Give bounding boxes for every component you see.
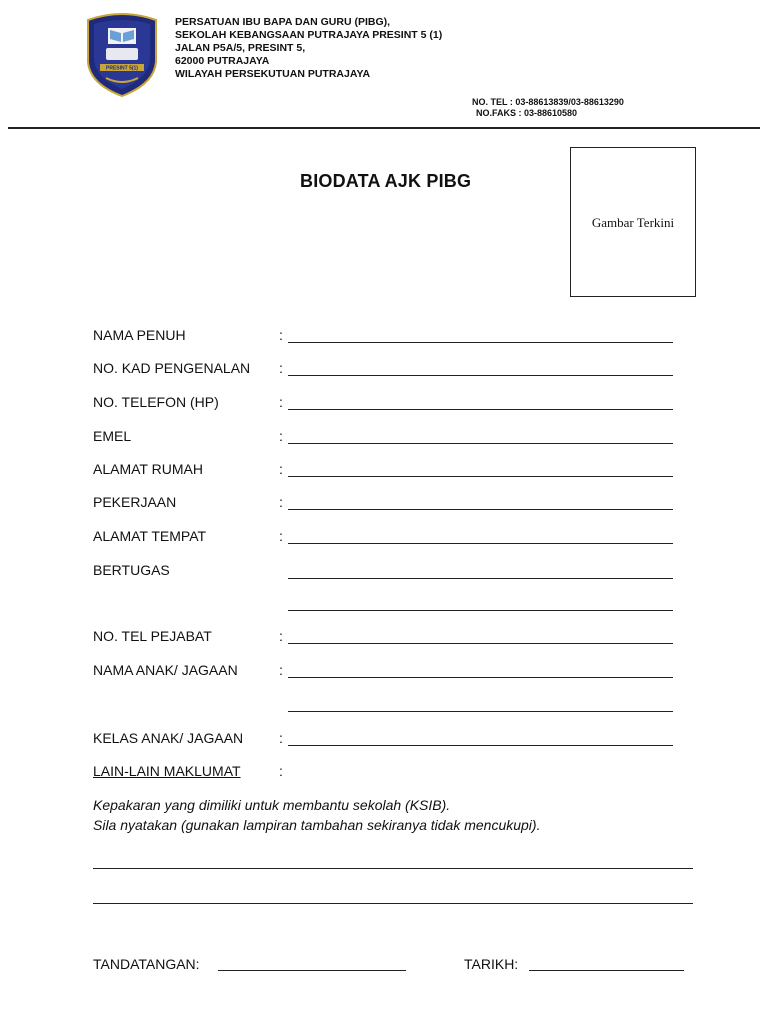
header-line: 62000 PUTRAJAYA — [175, 55, 270, 67]
full-name-line[interactable] — [288, 342, 673, 343]
date-label: TARIKH: — [464, 956, 519, 972]
instruction-note: Sila nyatakan (gunakan lampiran tambahan sekiranya tidak mencukupi). — [93, 817, 541, 833]
header-line: SEKOLAH KEBANGSAAN PUTRAJAYA PRESINT 5 (1) — [175, 29, 443, 41]
expertise-line-2[interactable] — [93, 903, 693, 904]
colon: : — [279, 662, 283, 678]
contact-info — [472, 97, 624, 119]
fax: NO.FAKS : 03-88610580 — [476, 108, 578, 118]
organization-address — [175, 16, 442, 81]
home-address-line[interactable] — [288, 476, 673, 477]
occupation-line[interactable] — [288, 509, 673, 510]
field-label-work-address: ALAMAT TEMPAT — [93, 528, 207, 544]
child-name-line-2[interactable] — [288, 711, 673, 712]
colon: : — [279, 730, 283, 746]
child-name-line[interactable] — [288, 677, 673, 678]
colon: : — [279, 528, 283, 544]
colon: : — [279, 628, 283, 644]
colon: : — [279, 461, 283, 477]
logo-text: PRESINT 5(1) — [106, 65, 138, 72]
signature-line[interactable] — [218, 970, 406, 971]
photo-box — [570, 147, 696, 297]
field-label-full-name: NAMA PENUH — [93, 327, 186, 343]
child-class-line[interactable] — [288, 745, 673, 746]
other-info-heading: LAIN-LAIN MAKLUMAT — [93, 763, 241, 779]
work-address-line[interactable] — [288, 543, 673, 544]
ic-number-line[interactable] — [288, 375, 673, 376]
email-line[interactable] — [288, 443, 673, 444]
phone-line[interactable] — [288, 409, 673, 410]
colon: : — [279, 763, 283, 779]
work-address-line-2[interactable] — [288, 578, 673, 579]
form-title: BIODATA AJK PIBG — [300, 171, 472, 191]
colon: : — [279, 360, 283, 376]
expertise-note: Kepakaran yang dimiliki untuk membantu sekolah (KSIB). — [93, 797, 451, 813]
colon: : — [279, 394, 283, 410]
header-line: JALAN P5A/5, PRESINT 5, — [175, 42, 306, 54]
field-label-occupation: PEKERJAAN — [93, 494, 177, 510]
signature-label: TANDATANGAN: — [93, 956, 200, 972]
field-label-ic-number: NO. KAD PENGENALAN — [93, 360, 251, 376]
field-label-office-phone: NO. TEL PEJABAT — [93, 628, 212, 644]
colon: : — [279, 494, 283, 510]
field-label-home-address: ALAMAT RUMAH — [93, 461, 203, 477]
colon: : — [279, 327, 283, 343]
field-label-work-address-cont: BERTUGAS — [93, 562, 170, 578]
work-address-line-3[interactable] — [288, 610, 673, 611]
field-label-phone: NO. TELEFON (HP) — [93, 394, 219, 410]
header-line: PERSATUAN IBU BAPA DAN GURU (PIBG), — [175, 16, 391, 28]
field-label-child-name: NAMA ANAK/ JAGAAN — [93, 662, 238, 678]
school-crest-logo — [84, 12, 160, 98]
colon: : — [279, 428, 283, 444]
field-label-child-class: KELAS ANAK/ JAGAAN — [93, 730, 244, 746]
header-line: WILAYAH PERSEKUTUAN PUTRAJAYA — [175, 68, 371, 80]
field-label-email: EMEL — [93, 428, 132, 444]
photo-label: Gambar Terkini — [591, 215, 675, 230]
office-phone-line[interactable] — [288, 643, 673, 644]
header-divider — [8, 127, 760, 129]
telephone: NO. TEL : 03-88613839/03-88613290 — [472, 97, 624, 107]
date-line[interactable] — [529, 970, 684, 971]
expertise-line-1[interactable] — [93, 868, 693, 869]
